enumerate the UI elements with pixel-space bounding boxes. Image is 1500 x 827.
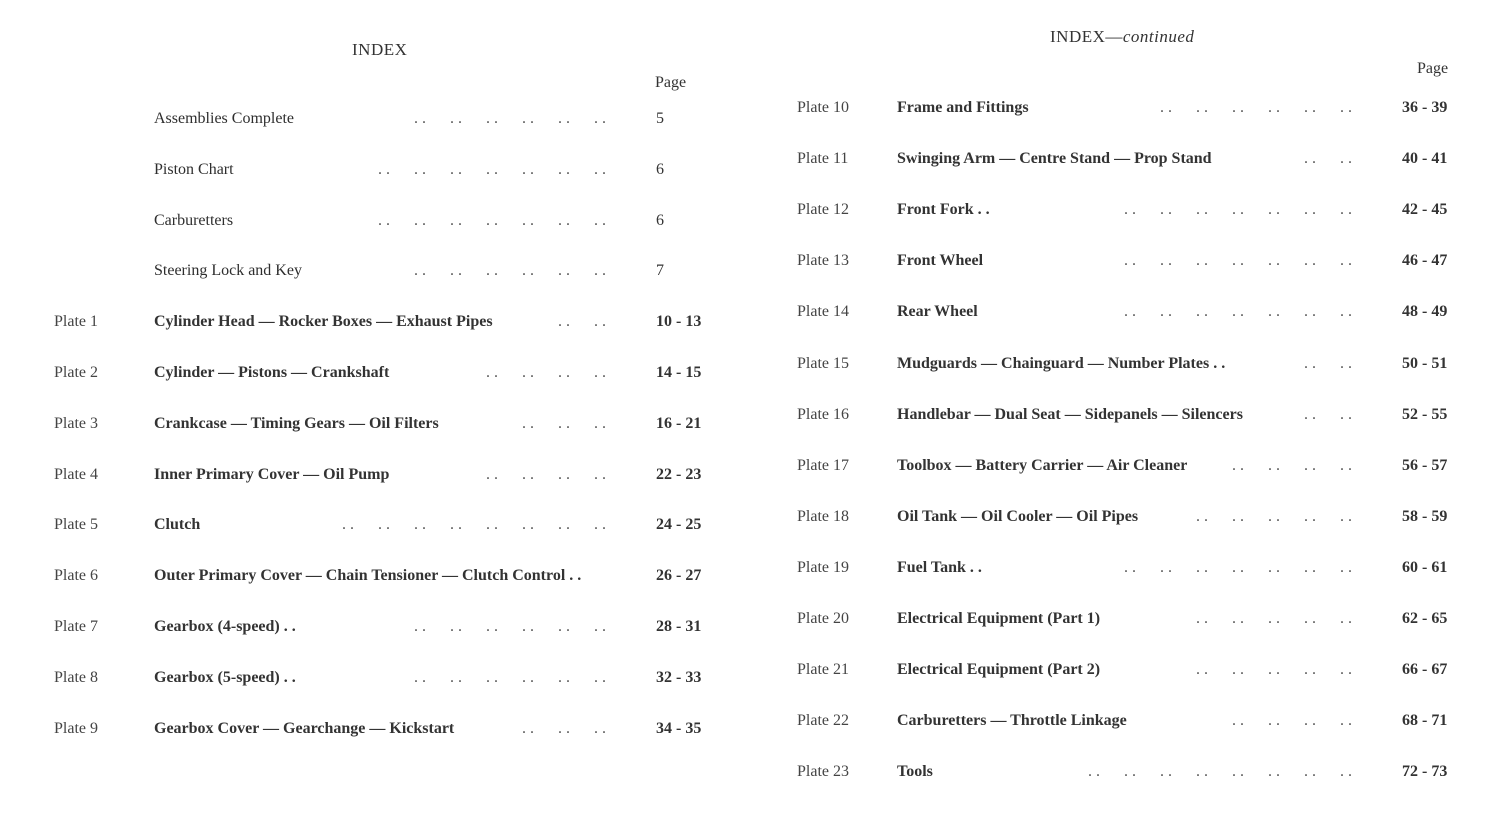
entry-title: Inner Primary Cover — Oil Pump — [154, 465, 390, 483]
leader-dots: . . . . . . . . . . . . . . — [1124, 303, 1352, 321]
entry-page-number: 50 - 51 — [1402, 354, 1448, 372]
plate-number: Plate 18 — [797, 507, 849, 525]
entry-page-number: 40 - 41 — [1402, 150, 1448, 168]
leader-dots: . . . . . . — [522, 719, 606, 737]
entry-page-number: 42 - 45 — [1402, 201, 1448, 219]
plate-number: Plate 12 — [797, 201, 849, 219]
plate-number: Plate 22 — [797, 712, 849, 730]
index-entry — [797, 761, 1500, 783]
plate-number: Plate 15 — [797, 354, 849, 372]
index-entry — [797, 353, 1500, 375]
entry-page-number: 46 - 47 — [1402, 252, 1448, 270]
leader-dots: . . . . . . . . . . — [1196, 610, 1352, 627]
index-entry — [54, 311, 774, 333]
entry-title: Outer Primary Cover — Chain Tensioner — Clutch Control . . — [154, 567, 582, 585]
index-entry — [54, 718, 774, 740]
index-entry — [797, 506, 1500, 528]
plate-number: Plate 19 — [797, 558, 849, 576]
index-entry — [797, 710, 1500, 732]
leader-dots: . . . . . . . . . . . . . . . . — [1088, 763, 1352, 781]
entry-title: Electrical Equipment (Part 1) — [897, 610, 1101, 627]
index-entry — [797, 148, 1500, 170]
index-entry — [54, 362, 774, 384]
entry-page-number: 48 - 49 — [1402, 303, 1448, 321]
index-entry — [54, 260, 774, 282]
left-heading-text: INDEX — [352, 40, 408, 59]
index-entry — [797, 455, 1500, 477]
plate-number: Plate 11 — [797, 150, 849, 168]
leader-dots: . . . . . . . . . . . . — [414, 668, 606, 686]
entry-page-number: 22 - 23 — [656, 465, 702, 483]
entry-title: Clutch — [154, 516, 201, 534]
entry-title: Oil Tank — Oil Cooler — Oil Pipes — [897, 507, 1139, 525]
leader-dots: . . . . . . . . . . . . . . — [378, 160, 606, 178]
plate-number: Plate 5 — [54, 516, 98, 534]
entry-page-number: 32 - 33 — [656, 668, 702, 686]
index-entry — [797, 250, 1500, 272]
leader-dots: . . . . . . . . . . . . — [414, 262, 606, 280]
leader-dots: . . . . . . . . . . . . . . — [1124, 252, 1352, 270]
index-entry — [797, 557, 1500, 579]
index-entry — [54, 159, 774, 181]
index-entry — [54, 616, 774, 638]
leader-dots: . . . . — [1304, 150, 1352, 168]
plate-number: Plate 14 — [797, 303, 849, 321]
entry-page-number: 7 — [656, 262, 664, 280]
right-page-column-label: Page — [1417, 60, 1449, 77]
entry-title: Gearbox Cover — Gearchange — Kickstart — [154, 719, 455, 737]
entry-page-number: 66 - 67 — [1402, 661, 1448, 679]
index-entry — [797, 404, 1500, 426]
plate-number: Plate 4 — [54, 465, 98, 483]
plate-number: Plate 1 — [54, 313, 98, 331]
plate-number: Plate 8 — [54, 668, 98, 686]
leader-dots: . . . . . . — [522, 414, 606, 432]
entry-title: Assemblies Complete — [154, 110, 294, 127]
entry-title: Steering Lock and Key — [154, 262, 302, 280]
index-entry — [54, 413, 774, 435]
entry-title: Gearbox (5-speed) . . — [154, 668, 296, 686]
entry-title: Front Wheel — [897, 252, 984, 270]
index-entry — [797, 608, 1500, 630]
entry-page-number: 14 - 15 — [656, 364, 702, 381]
entry-title: Toolbox — Battery Carrier — Air Cleaner — [897, 456, 1188, 474]
entry-page-number: 28 - 31 — [656, 618, 702, 635]
entry-page-number: 58 - 59 — [1402, 507, 1448, 525]
entry-title: Carburetters — Throttle Linkage — [897, 712, 1127, 730]
plate-number: Plate 7 — [54, 618, 98, 635]
plate-number: Plate 3 — [54, 414, 98, 432]
leader-dots: . . . . . . . . . . — [1196, 661, 1352, 679]
entry-title: Piston Chart — [154, 160, 234, 178]
entry-page-number: 72 - 73 — [1402, 763, 1448, 781]
entry-page-number: 5 — [656, 110, 664, 127]
entry-page-number: 60 - 61 — [1402, 558, 1448, 576]
leader-dots: . . . . . . . . . . . . . . — [1124, 558, 1352, 576]
entry-page-number: 10 - 13 — [656, 313, 702, 331]
leader-dots: . . . . — [558, 313, 606, 331]
entry-title: Mudguards — Chainguard — Number Plates . . — [897, 354, 1226, 372]
leader-dots: . . . . — [1304, 354, 1352, 372]
right-heading-continued: continued — [1122, 27, 1195, 46]
plate-number: Plate 10 — [797, 99, 849, 116]
leader-dots: . . . . . . . . — [486, 364, 606, 381]
entry-title: Electrical Equipment (Part 2) — [897, 661, 1101, 679]
entry-page-number: 52 - 55 — [1402, 405, 1448, 423]
entry-title: Cylinder Head — Rocker Boxes — Exhaust Pipes — [154, 313, 493, 331]
index-entry — [797, 199, 1500, 221]
leader-dots: . . . . — [1304, 405, 1352, 423]
leader-dots: . . . . . . . . . . . . . . — [1124, 201, 1352, 219]
plate-number: Plate 9 — [54, 719, 98, 737]
leader-dots: . . . . . . . . . . . . — [414, 110, 606, 127]
index-entry — [54, 514, 774, 536]
leader-dots: . . . . . . . . — [1232, 712, 1352, 730]
entry-page-number: 68 - 71 — [1402, 712, 1448, 730]
entry-title: Frame and Fittings — [897, 99, 1029, 116]
plate-number: Plate 21 — [797, 661, 849, 679]
left-index-heading — [352, 40, 407, 60]
entry-page-number: 6 — [656, 211, 664, 229]
entry-title: Tools — [897, 763, 933, 781]
entry-title: Carburetters — [154, 211, 234, 229]
leader-dots: . . . . . . . . — [486, 465, 606, 483]
entry-page-number: 34 - 35 — [656, 719, 702, 737]
leader-dots: . . . . . . . . . . — [1196, 507, 1352, 525]
index-entry — [797, 97, 1500, 119]
entry-page-number: 56 - 57 — [1402, 456, 1448, 474]
entry-title: Front Fork . . — [897, 201, 990, 219]
entry-title: Cylinder — Pistons — Crankshaft — [154, 364, 390, 381]
index-entry — [54, 667, 774, 689]
entry-page-number: 62 - 65 — [1402, 610, 1448, 627]
index-entry — [54, 565, 774, 587]
leader-dots: . . . . . . . . . . . . . . — [378, 211, 606, 229]
entry-title: Crankcase — Timing Gears — Oil Filters — [154, 414, 439, 432]
leader-dots: . . . . . . . . . . . . — [1160, 99, 1352, 116]
index-entry — [54, 108, 774, 130]
leader-dots: . . . . . . . . . . . . . . . . — [342, 516, 606, 534]
leader-dots: . . . . . . . . . . . . — [414, 618, 606, 635]
plate-number: Plate 17 — [797, 456, 849, 474]
index-entry — [797, 659, 1500, 681]
index-entry — [54, 464, 774, 486]
entry-page-number: 26 - 27 — [656, 567, 702, 585]
entry-title: Handlebar — Dual Seat — Sidepanels — Silencers — [897, 405, 1243, 423]
entry-page-number: 24 - 25 — [656, 516, 702, 534]
plate-number: Plate 23 — [797, 763, 849, 781]
left-page-column-label: Page — [655, 74, 687, 91]
plate-number: Plate 13 — [797, 252, 849, 270]
plate-number: Plate 6 — [54, 567, 98, 585]
right-index-heading — [1050, 27, 1194, 47]
entry-title: Rear Wheel — [897, 303, 978, 321]
entry-title: Fuel Tank . . — [897, 558, 982, 576]
index-entry — [797, 301, 1500, 323]
leader-dots: . . . . . . . . — [1232, 456, 1352, 474]
entry-title: Gearbox (4-speed) . . — [154, 618, 296, 635]
entry-page-number: 6 — [656, 160, 664, 178]
entry-title: Swinging Arm — Centre Stand — Prop Stand — [897, 150, 1212, 168]
index-entry — [54, 210, 774, 232]
plate-number: Plate 16 — [797, 405, 849, 423]
right-heading-text: INDEX— — [1050, 27, 1123, 46]
entry-page-number: 36 - 39 — [1402, 99, 1448, 116]
entry-page-number: 16 - 21 — [656, 414, 702, 432]
plate-number: Plate 20 — [797, 610, 849, 627]
plate-number: Plate 2 — [54, 364, 98, 381]
